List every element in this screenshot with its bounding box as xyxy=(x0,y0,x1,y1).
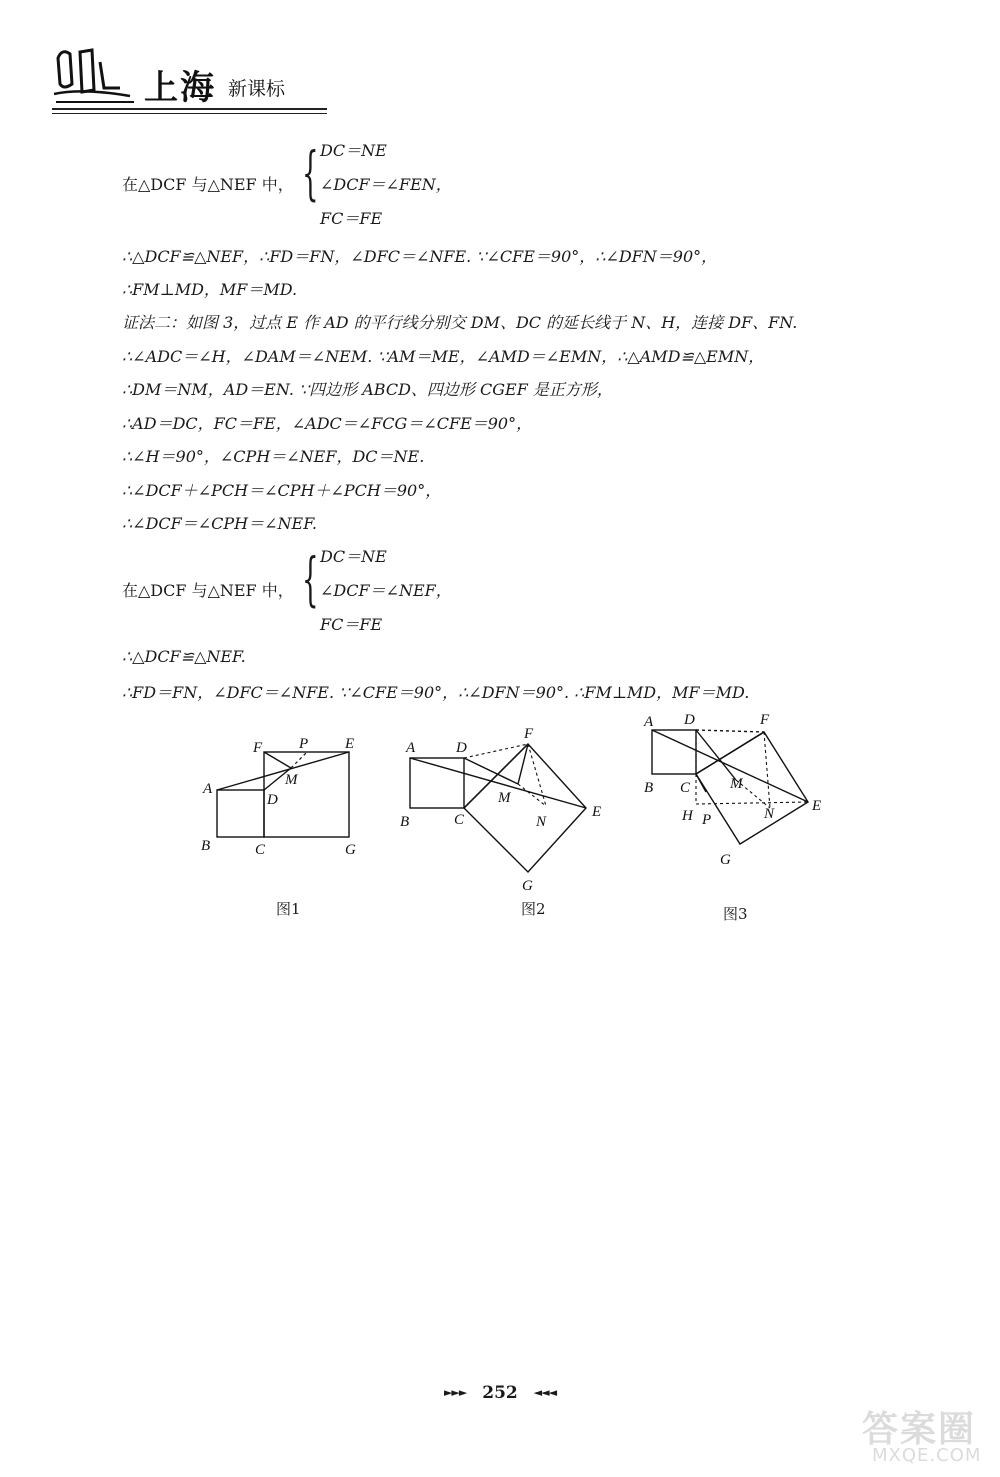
point-label: M xyxy=(730,776,743,792)
point-label: F xyxy=(253,740,263,756)
point-label: G xyxy=(720,852,731,868)
point-label: D xyxy=(267,792,278,808)
point-label: F xyxy=(524,726,534,742)
proof-line: ∴△DCF≌△NEF. xyxy=(122,647,246,666)
system-row: DC＝NE xyxy=(320,141,387,160)
figure-3-caption: 图3 xyxy=(723,905,748,923)
left-brace: { xyxy=(302,139,319,207)
point-label: C xyxy=(255,842,266,858)
proof-line: ∴DM＝NM，AD＝EN. ∵四边形 ABCD、四边形 CGEF 是正方形， xyxy=(122,380,613,399)
figure-1-caption: 图1 xyxy=(276,900,301,918)
proof-line: ∴FD＝FN，∠DFC＝∠NFE. ∵∠CFE＝90°，∴∠DFN＝90°. ∴FM⊥MD，MF＝MD. xyxy=(122,683,750,702)
system-row: FC＝FE xyxy=(320,209,383,228)
footer-arrows-left: ►►► xyxy=(443,1386,467,1399)
point-label: B xyxy=(400,814,410,830)
watermark-url: MXQE.COM xyxy=(872,1445,982,1466)
point-label: P xyxy=(299,736,309,752)
point-label: E xyxy=(592,804,602,820)
proof-line: ∴△DCF≌△NEF，∴FD＝FN，∠DFC＝∠NFE. ∵∠CFE＝90°，∴∠DFN＝90°， xyxy=(122,247,718,266)
point-label: C xyxy=(454,812,465,828)
left-brace: { xyxy=(302,545,319,613)
point-label: D xyxy=(456,740,467,756)
watermark xyxy=(858,1399,988,1469)
page-header xyxy=(52,40,332,120)
proof-line: ∴FM⊥MD，MF＝MD. xyxy=(122,280,298,299)
small-square-abcd xyxy=(217,790,264,837)
header-rule-thin xyxy=(52,113,327,114)
point-label: M xyxy=(498,790,511,806)
figure-2-caption: 图2 xyxy=(521,900,546,918)
point-label: C xyxy=(680,780,691,796)
header-title: 上海 xyxy=(144,68,216,108)
point-label: B xyxy=(644,780,654,796)
point-label: A xyxy=(406,740,416,756)
system-row: FC＝FE xyxy=(320,615,383,634)
page-footer xyxy=(0,1383,1000,1403)
point-label: F xyxy=(760,712,770,728)
proof-line: 证法二：如图 3，过点 E 作 AD 的平行线分别交 DM、DC 的延长线于 N、H，连接 DF、FN. xyxy=(122,313,798,332)
proof-line: ∴∠DCF＝∠CPH＝∠NEF. xyxy=(122,514,317,533)
figure-2 xyxy=(396,722,616,894)
point-label: E xyxy=(345,736,355,752)
point-label: D xyxy=(684,712,695,728)
system-row: ∠DCF＝∠NEF， xyxy=(320,581,452,600)
figure-1 xyxy=(195,730,375,860)
page-number: 252 xyxy=(482,1383,518,1403)
system-lead: 在△DCF 与△NEF 中， xyxy=(122,175,294,194)
proof-line: ∴∠DCF＋∠PCH＝∠CPH＋∠PCH＝90°， xyxy=(122,481,442,500)
point-label: P xyxy=(702,812,712,828)
point-label: N xyxy=(536,814,547,830)
proof-line: ∴∠H＝90°，∠CPH＝∠NEF，DC＝NE. xyxy=(122,447,425,466)
watermark-title: 答案圈 xyxy=(862,1409,977,1450)
figure-3 xyxy=(640,708,840,868)
point-label: M xyxy=(285,772,298,788)
point-label: E xyxy=(812,798,822,814)
small-square-abcd xyxy=(652,730,696,774)
footer-arrows-right: ◄◄◄ xyxy=(533,1386,557,1399)
point-label: A xyxy=(644,714,654,730)
proof-line: ∴∠ADC＝∠H，∠DAM＝∠NEM. ∵AM＝ME，∠AMD＝∠EMN，∴△AMD≌△EMN， xyxy=(122,347,765,366)
large-square-cgef xyxy=(464,744,586,872)
point-label: B xyxy=(201,838,211,854)
system-row: DC＝NE xyxy=(320,547,387,566)
book-logo-icon xyxy=(52,44,137,106)
system-lead: 在△DCF 与△NEF 中， xyxy=(122,581,294,600)
proof-line: ∴AD＝DC，FC＝FE，∠ADC＝∠FCG＝∠CFE＝90°， xyxy=(122,414,533,433)
header-rule xyxy=(52,108,327,110)
header-subtitle: 新课标 xyxy=(228,78,286,100)
point-label: N xyxy=(764,806,775,822)
point-label: G xyxy=(522,878,533,894)
point-label: G xyxy=(345,842,356,858)
point-label: A xyxy=(203,781,213,797)
point-label: H xyxy=(682,808,693,824)
system-row: ∠DCF＝∠FEN， xyxy=(320,175,452,194)
large-square-cgef xyxy=(696,732,808,844)
